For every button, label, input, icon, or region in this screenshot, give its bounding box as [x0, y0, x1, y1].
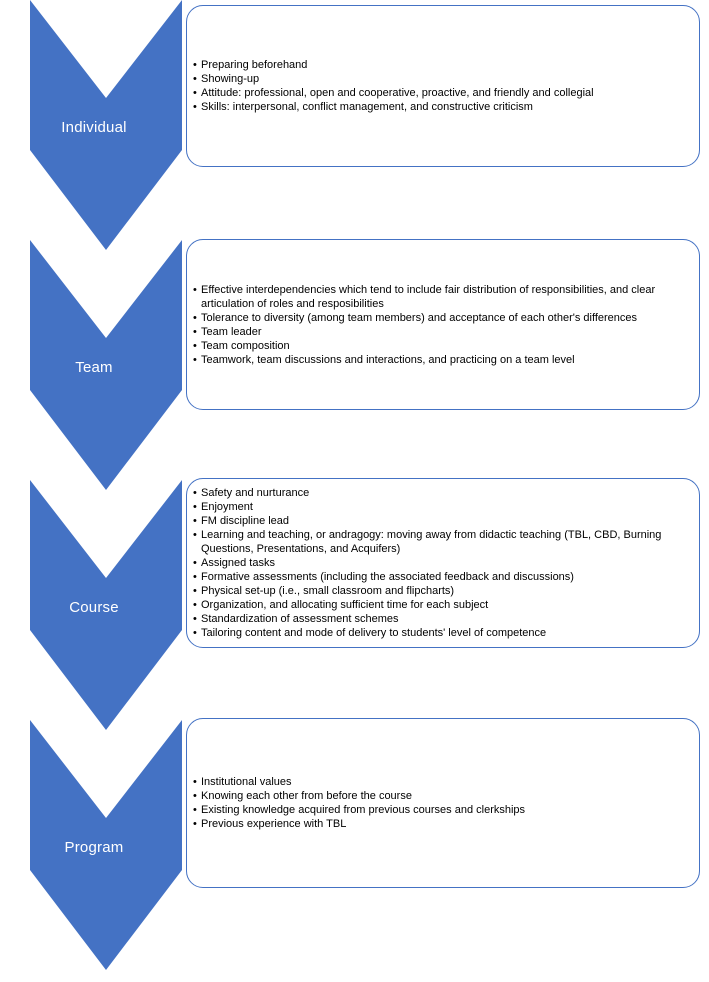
- bullet-icon: •: [193, 339, 197, 352]
- bullet-list-program: [187, 769, 699, 837]
- bullet-text: Attitude: professional, open and cooperative, proactive, and friendly and collegial: [201, 87, 594, 99]
- list-item: [193, 612, 681, 626]
- bullet-icon: •: [193, 585, 197, 597]
- list-item: [193, 556, 681, 570]
- bullet-icon: •: [193, 515, 197, 527]
- bullet-icon: •: [193, 353, 197, 366]
- list-item: [193, 584, 681, 598]
- list-item: [193, 100, 681, 114]
- list-item: [193, 570, 681, 584]
- bullet-text: Assigned tasks: [201, 557, 275, 569]
- list-item: [193, 325, 681, 339]
- list-item: [193, 500, 681, 514]
- bullet-list-course: [187, 480, 699, 646]
- list-item: [193, 514, 681, 528]
- list-item: [193, 72, 681, 86]
- bullet-icon: •: [193, 818, 197, 830]
- list-item: [193, 86, 681, 100]
- list-item: [193, 598, 681, 612]
- bullet-icon: •: [193, 59, 197, 71]
- bullet-icon: •: [193, 599, 197, 611]
- bullet-icon: •: [193, 487, 197, 499]
- bullet-text: Showing-up: [201, 73, 260, 85]
- bullet-text: Team composition: [201, 339, 290, 352]
- bullet-text: Formative assessments (including the associated feedback and discussions): [201, 571, 574, 583]
- bullet-icon: •: [193, 627, 197, 639]
- detail-box-program: [186, 718, 700, 888]
- level-label-course: Course: [69, 599, 119, 616]
- bullet-text: Institutional values: [201, 776, 292, 788]
- bullet-text: Standardization of assessment schemes: [201, 613, 399, 625]
- list-item: [193, 311, 681, 325]
- bullet-icon: •: [193, 557, 197, 569]
- list-item: [193, 789, 681, 803]
- detail-box-team: [186, 239, 700, 410]
- bullet-text: Effective interdependencies which tend to include fair distribution of responsibilities, and clear articulation of roles and resposibilities: [201, 283, 656, 310]
- list-item: [193, 58, 681, 72]
- chevron-program: [30, 720, 182, 970]
- list-item: [193, 528, 681, 556]
- list-item: [193, 486, 681, 500]
- bullet-text: Preparing beforehand: [201, 59, 308, 71]
- chevron-course: [30, 480, 182, 730]
- list-item: [193, 283, 681, 311]
- bullet-text: Enjoyment: [201, 501, 253, 513]
- detail-box-course: [186, 478, 700, 648]
- bullet-icon: •: [193, 571, 197, 583]
- bullet-text: Previous experience with TBL: [201, 818, 347, 830]
- bullet-icon: •: [193, 776, 197, 788]
- list-item: [193, 339, 681, 353]
- bullet-text: Physical set-up (i.e., small classroom and flipcharts): [201, 585, 455, 597]
- list-item: [193, 775, 681, 789]
- list-item: [193, 353, 681, 367]
- bullet-icon: •: [193, 790, 197, 802]
- bullet-list-team: [187, 277, 699, 373]
- bullet-text: FM discipline lead: [201, 515, 290, 527]
- list-item: [193, 803, 681, 817]
- level-label-team: Team: [75, 359, 113, 376]
- bullet-icon: •: [193, 613, 197, 625]
- bullet-icon: •: [193, 73, 197, 85]
- bullet-text: Existing knowledge acquired from previous courses and clerkships: [201, 804, 526, 816]
- bullet-text: Safety and nurturance: [201, 487, 310, 499]
- bullet-icon: •: [193, 283, 197, 296]
- bullet-list-individual: [187, 52, 699, 120]
- level-label-program: Program: [64, 839, 124, 856]
- detail-box-individual: [186, 5, 700, 167]
- chevron-team: [30, 240, 182, 490]
- bullet-text: Knowing each other from before the course: [201, 790, 412, 802]
- bullet-text: Tolerance to diversity (among team members) and acceptance of each other's differences: [201, 311, 638, 324]
- list-item: [193, 817, 681, 831]
- level-label-individual: Individual: [61, 119, 127, 136]
- bullet-text: Team leader: [201, 325, 262, 338]
- bullet-icon: •: [193, 325, 197, 338]
- bullet-text: Teamwork, team discussions and interactions, and practicing on a team level: [201, 353, 575, 366]
- chevron-individual: [30, 0, 182, 250]
- bullet-icon: •: [193, 804, 197, 816]
- list-item: [193, 626, 681, 640]
- bullet-text: Learning and teaching, or andragogy: moving away from didactic teaching (TBL, CBD, Burning Questions, Presentations, and Acquifers): [201, 529, 662, 555]
- bullet-icon: •: [193, 87, 197, 99]
- bullet-icon: •: [193, 311, 197, 324]
- bullet-text: Tailoring content and mode of delivery to students' level of competence: [201, 627, 547, 639]
- bullet-icon: •: [193, 101, 197, 113]
- bullet-text: Organization, and allocating sufficient time for each subject: [201, 599, 489, 611]
- bullet-icon: •: [193, 529, 197, 541]
- bullet-icon: •: [193, 501, 197, 513]
- bullet-text: Skills: interpersonal, conflict management, and constructive criticism: [201, 101, 533, 113]
